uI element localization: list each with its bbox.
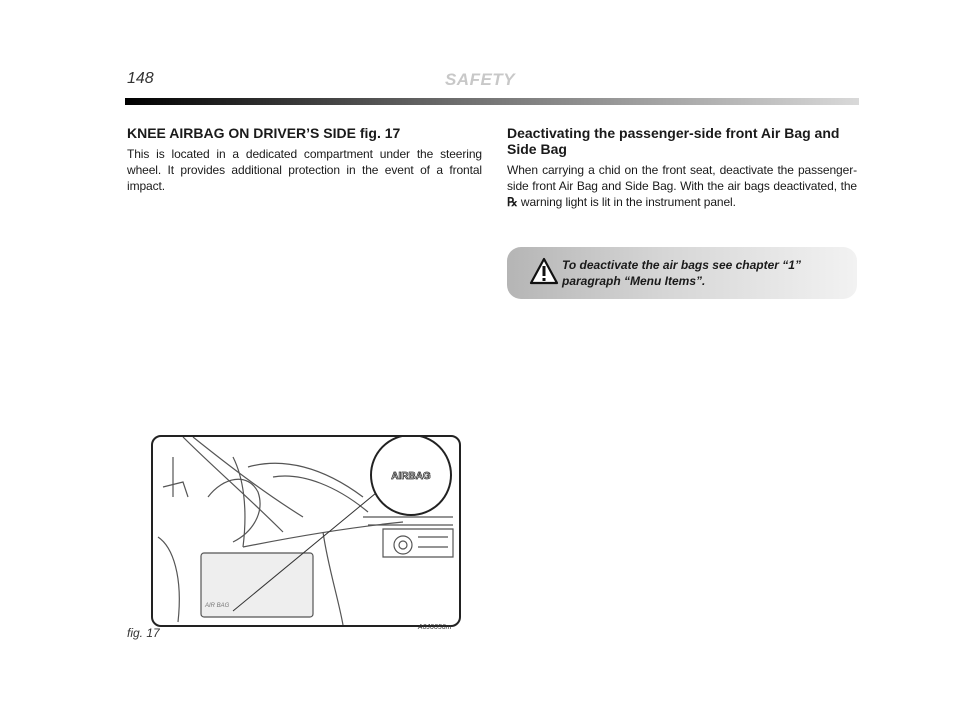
deactivation-text-part1: When carrying a chid on the front seat, deactivate the passenger-side front Air Bag and Side Bag. With the air bags deactivated, the: [507, 163, 857, 193]
warning-triangle-icon: [529, 257, 559, 285]
header-rule: [125, 98, 859, 105]
knee-airbag-heading: KNEE AIRBAG ON DRIVER’S SIDE fig. 17: [127, 125, 401, 141]
knee-airbag-text: This is located in a dedicated compartment under the steering wheel. It provides additional protection in the event of a frontal impact.: [127, 147, 482, 193]
figure-caption: fig. 17: [127, 626, 160, 640]
airbag-callout-label: AIRBAG: [391, 471, 431, 482]
airbag-panel-label: AIR BAG: [205, 603, 230, 609]
knee-airbag-illustration: [153, 437, 459, 625]
figure-code: A0J0056m: [418, 624, 452, 631]
section-title: SAFETY: [444, 70, 516, 89]
figure-knee-airbag-illustration: [151, 435, 461, 627]
warning-note-box: [507, 247, 857, 299]
right-column: [507, 125, 857, 210]
warning-note-text: To deactivate the air bags see chapter “1” paragraph “Menu Items”.: [562, 258, 801, 288]
airbag-off-warning-icon: ℞: [507, 195, 518, 209]
deactivation-text-part2: warning light is lit in the instrument panel.: [517, 195, 736, 209]
deactivation-heading: Deactivating the passenger-side front Air Bag and Side Bag: [507, 125, 840, 157]
page-number: 148: [127, 70, 154, 87]
left-column: [127, 125, 482, 194]
deactivation-text: [507, 162, 857, 210]
